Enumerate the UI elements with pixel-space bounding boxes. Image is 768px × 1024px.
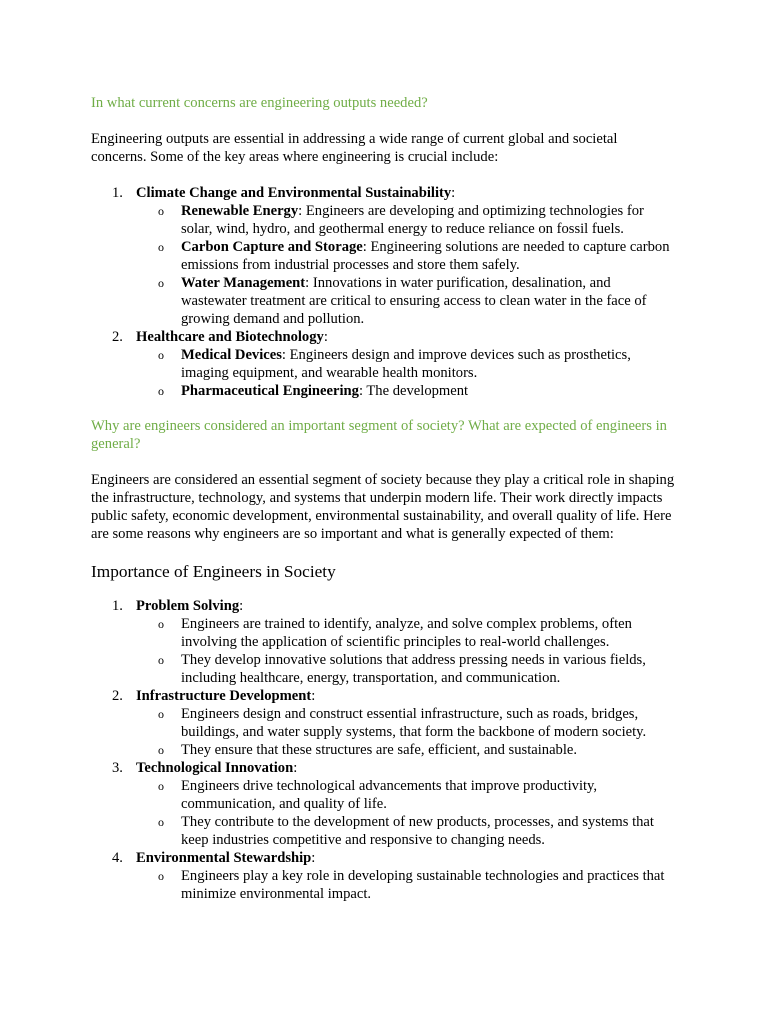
bullet-icon: o bbox=[158, 276, 164, 290]
section-heading: Importance of Engineers in Society bbox=[91, 562, 336, 581]
list-item-colon: : bbox=[323, 329, 328, 345]
list-item-title: Problem Solving bbox=[136, 598, 240, 614]
list-item bbox=[91, 184, 676, 328]
sub-list-item bbox=[136, 705, 676, 741]
bullet-icon: o bbox=[158, 348, 164, 362]
bullet-icon: o bbox=[158, 384, 164, 398]
sub-list bbox=[136, 867, 676, 903]
sub-list bbox=[136, 346, 676, 400]
list-number: 2. bbox=[112, 329, 123, 345]
bullet-icon: o bbox=[158, 743, 164, 757]
bullet-icon: o bbox=[158, 707, 164, 721]
sub-item-text: : Engineering solutions are needed to capture carbon emissions from industrial processes and store them safely. bbox=[181, 239, 670, 273]
sub-list-item bbox=[136, 813, 676, 849]
list-item-colon: : bbox=[311, 850, 316, 866]
list-item bbox=[91, 687, 676, 759]
sub-list-item bbox=[136, 274, 676, 328]
bullet-icon: o bbox=[158, 204, 164, 218]
list-item-colon: : bbox=[293, 760, 298, 776]
question-heading-2: Why are engineers considered an important segment of society? What are expected of engineers in general? bbox=[91, 418, 667, 452]
intro-paragraph-2: Engineers are considered an essential segment of society because they play a critical role in shaping the infrastructure, technology, and systems that underpin modern life. Their work directly impacts public safety, economic development, environmental sustainability, and overall quality of life. Here are some reasons why engineers are so important and what is generally expected of them: bbox=[91, 472, 675, 542]
sub-list bbox=[136, 777, 676, 849]
sub-item-text: Engineers are trained to identify, analyze, and solve complex problems, often involving the application of scientific principles to real-world challenges. bbox=[181, 616, 632, 650]
list-item-colon: : bbox=[239, 598, 244, 614]
sub-list-item bbox=[136, 777, 676, 813]
sub-list bbox=[136, 615, 676, 687]
list-number: 3. bbox=[112, 760, 123, 776]
bullet-icon: o bbox=[158, 240, 164, 254]
list-item-colon: : bbox=[311, 688, 316, 704]
concerns-list bbox=[91, 184, 676, 400]
intro-paragraph-1: Engineering outputs are essential in addressing a wide range of current global and societal concerns. Some of the key areas where engineering is crucial include: bbox=[91, 131, 618, 165]
sub-item-text: : Engineers are developing and optimizing technologies for solar, wind, hydro, and geothermal energy to reduce reliance on fossil fuels. bbox=[181, 203, 644, 237]
list-item-colon: : bbox=[451, 185, 456, 201]
list-item bbox=[91, 597, 676, 687]
list-item-title: Technological Innovation bbox=[136, 760, 294, 776]
sub-item-text: Engineers design and construct essential infrastructure, such as roads, bridges, buildings, and water supply systems, that form the backbone of modern society. bbox=[181, 706, 647, 740]
bullet-icon: o bbox=[158, 617, 164, 631]
sub-item-text: : Engineers design and improve devices such as prosthetics, imaging equipment, and wearable health monitors. bbox=[181, 347, 631, 381]
list-number: 1. bbox=[112, 185, 123, 201]
list-number: 1. bbox=[112, 598, 123, 614]
list-item bbox=[91, 328, 676, 400]
list-item-title: Healthcare and Biotechnology bbox=[136, 329, 324, 345]
sub-item-text: They contribute to the development of new products, processes, and systems that keep industries competitive and responsive to changing needs. bbox=[181, 814, 654, 848]
importance-list bbox=[91, 597, 676, 903]
sub-item-text: Engineers play a key role in developing sustainable technologies and practices that minimize environmental impact. bbox=[181, 868, 665, 902]
sub-list-item bbox=[136, 867, 676, 903]
document-body bbox=[91, 94, 676, 903]
list-item-title: Environmental Stewardship bbox=[136, 850, 312, 866]
bullet-icon: o bbox=[158, 815, 164, 829]
sub-list bbox=[136, 705, 676, 759]
sub-list-item bbox=[136, 238, 676, 274]
bullet-icon: o bbox=[158, 653, 164, 667]
sub-list-item bbox=[136, 202, 676, 238]
sub-list-item bbox=[136, 741, 676, 759]
sub-item-text: : Innovations in water purification, desalination, and wastewater treatment are critical to ensuring access to clean water in the face of growing demand and pollution. bbox=[181, 275, 647, 327]
sub-item-title: Pharmaceutical Engineering bbox=[181, 383, 359, 399]
sub-list-item bbox=[136, 651, 676, 687]
sub-item-title: Medical Devices bbox=[181, 347, 282, 363]
list-number: 2. bbox=[112, 688, 123, 704]
sub-item-text: : The development bbox=[358, 383, 469, 399]
sub-item-text: They develop innovative solutions that address pressing needs in various fields, including healthcare, energy, transportation, and communication. bbox=[181, 652, 646, 686]
sub-item-title: Renewable Energy bbox=[181, 203, 299, 219]
list-item bbox=[91, 849, 676, 903]
sub-list-item bbox=[136, 382, 676, 400]
sub-item-text: Engineers drive technological advancements that improve productivity, communication, and quality of life. bbox=[181, 778, 598, 812]
sub-item-title: Water Management bbox=[181, 275, 306, 291]
list-item-title: Climate Change and Environmental Sustainability bbox=[136, 185, 452, 201]
bullet-icon: o bbox=[158, 779, 164, 793]
sub-list bbox=[136, 202, 676, 328]
list-number: 4. bbox=[112, 850, 123, 866]
sub-list-item bbox=[136, 615, 676, 651]
sub-list-item bbox=[136, 346, 676, 382]
question-heading-1: In what current concerns are engineering outputs needed? bbox=[91, 95, 428, 111]
list-item-title: Infrastructure Development bbox=[136, 688, 312, 704]
list-item bbox=[91, 759, 676, 849]
sub-item-text: They ensure that these structures are safe, efficient, and sustainable. bbox=[181, 742, 578, 758]
sub-item-title: Carbon Capture and Storage bbox=[181, 239, 363, 255]
bullet-icon: o bbox=[158, 869, 164, 883]
